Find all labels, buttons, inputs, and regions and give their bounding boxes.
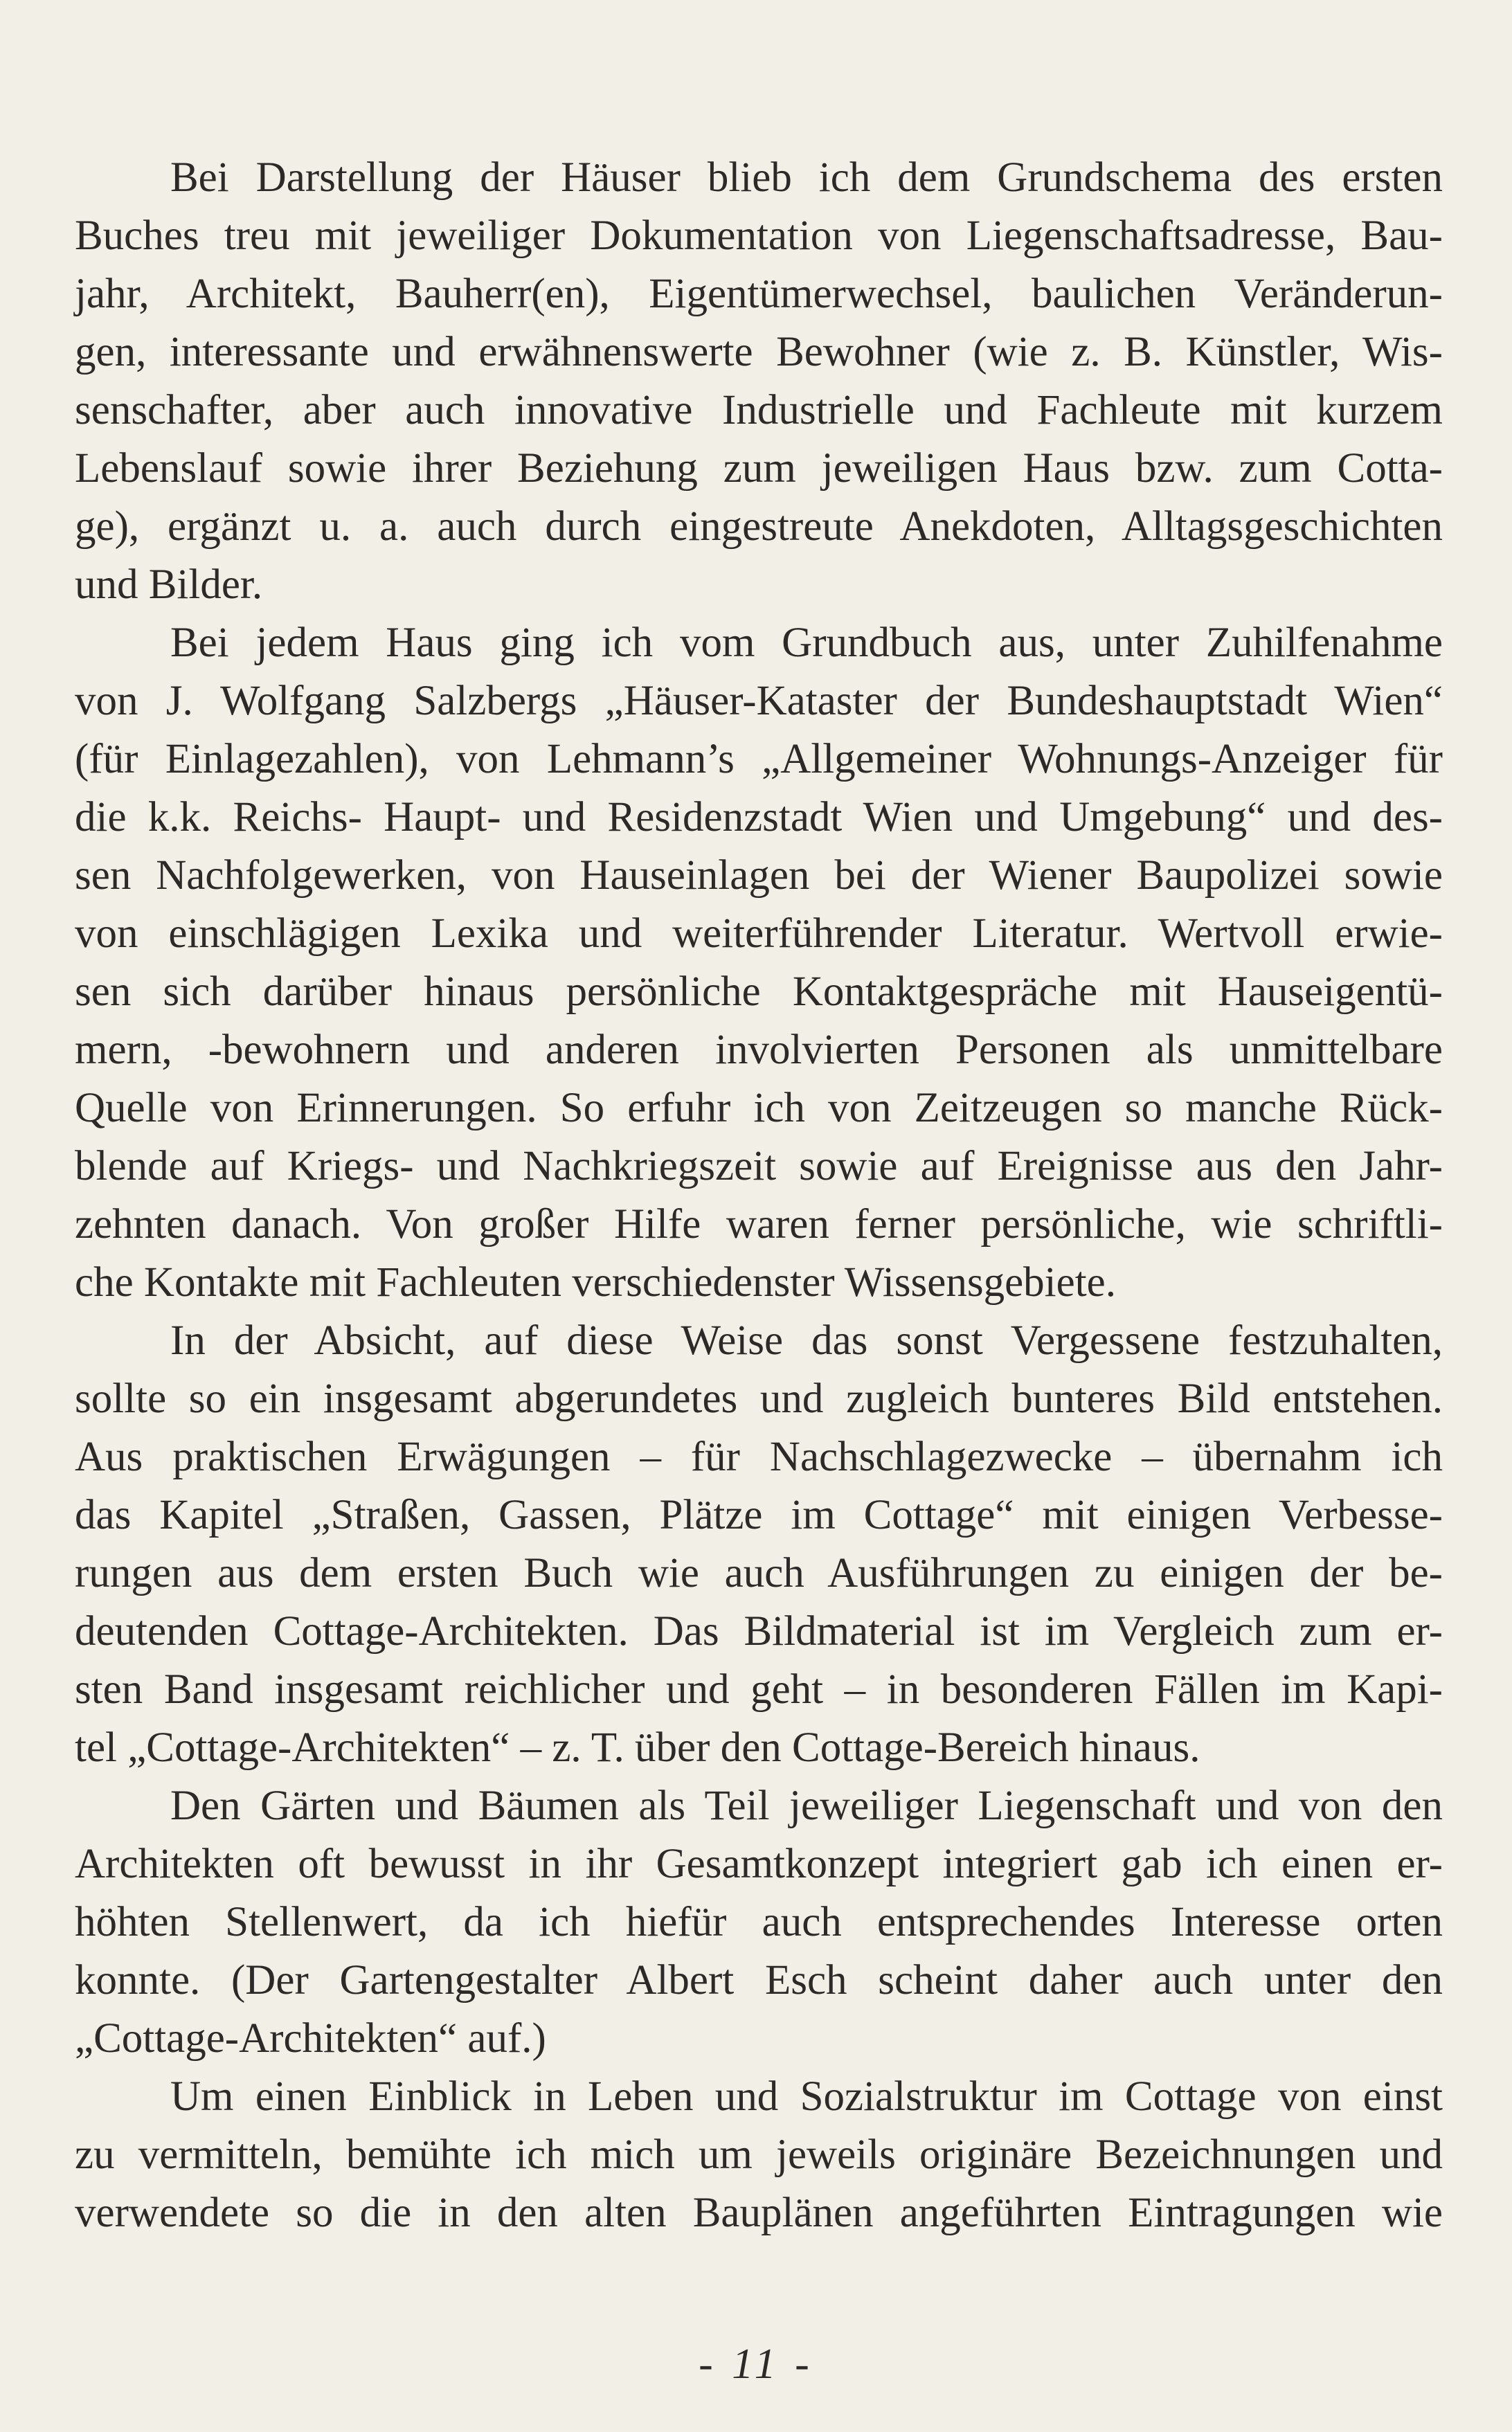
text-line: rungen aus dem ersten Buch wie auch Ausführungen zu einigen der be-: [75, 1550, 1443, 1596]
text-line: Bei Darstellung der Häuser blieb ich dem Grundschema des ersten: [170, 154, 1443, 201]
text-line: gen, interessante und erwähnenswerte Bewohner (wie z. B. Künstler, Wis-: [75, 329, 1443, 375]
text-line: von einschlägigen Lexika und weiterführender Literatur. Wertvoll erwie-: [75, 910, 1443, 957]
text-line: sen Nachfolgewerken, von Hauseinlagen bei der Wiener Baupolizei sowie: [75, 852, 1443, 899]
text-line: ge), ergänzt u. a. auch durch eingestreute Anekdoten, Alltagsgeschichten: [75, 503, 1443, 550]
paragraph-1: [75, 149, 1443, 614]
paragraph-4: [75, 1777, 1443, 2068]
text-line: höhten Stellenwert, da ich hiefür auch entsprechendes Interesse orten: [75, 1899, 1443, 1945]
text-line: „Cottage-Architekten“ auf.): [75, 2015, 546, 2062]
text-line: Architekten oft bewusst in ihr Gesamtkonzept integriert gab ich einen er-: [75, 1841, 1443, 1887]
text-line: jahr, Architekt, Bauherr(en), Eigentümerwechsel, baulichen Veränderun-: [75, 271, 1443, 317]
text-line: zu vermitteln, bemühte ich mich um jeweils originäre Bezeichnungen und: [75, 2132, 1443, 2178]
text-line: Aus praktischen Erwägungen – für Nachschlagezwecke – übernahm ich: [75, 1434, 1443, 1480]
text-line: sten Band insgesamt reichlicher und geht – in besonderen Fällen im Kapi-: [75, 1666, 1443, 1713]
paragraph-3: [75, 1312, 1443, 1777]
text-line: Buches treu mit jeweiliger Dokumentation von Liegenschaftsadresse, Bau-: [75, 213, 1443, 259]
text-line: In der Absicht, auf diese Weise das sonst Vergessene festzuhalten,: [170, 1317, 1443, 1364]
text-line: von J. Wolfgang Salzbergs „Häuser-Kataster der Bundeshauptstadt Wien“: [75, 678, 1443, 724]
text-line: mern, -bewohnern und anderen involvierten Personen als unmittelbare: [75, 1027, 1443, 1073]
text-line: sollte so ein insgesamt abgerundetes und zugleich bunteres Bild entstehen.: [75, 1376, 1443, 1422]
text-line: Lebenslauf sowie ihrer Beziehung zum jeweiligen Haus bzw. zum Cotta-: [75, 445, 1443, 492]
text-line: die k.k. Reichs- Haupt- und Residenzstadt Wien und Umgebung“ und des-: [75, 794, 1443, 840]
text-line: senschafter, aber auch innovative Industrielle und Fachleute mit kurzem: [75, 387, 1443, 433]
text-line: che Kontakte mit Fachleuten verschiedenster Wissensgebiete.: [75, 1259, 1116, 1306]
text-line: verwendete so die in den alten Bauplänen angeführten Eintragungen wie: [75, 2190, 1443, 2236]
text-line: tel „Cottage-Architekten“ – z. T. über den Cottage-Bereich hinaus.: [75, 1724, 1200, 1771]
body-text: [75, 149, 1443, 2242]
text-line: Bei jedem Haus ging ich vom Grundbuch aus, unter Zuhilfenahme: [170, 620, 1443, 666]
text-line: Den Gärten und Bäumen als Teil jeweiliger Liegenschaft und von den: [170, 1783, 1443, 1829]
text-line: zehnten danach. Von großer Hilfe waren ferner persönliche, wie schriftli-: [75, 1201, 1443, 1247]
text-line: Quelle von Erinnerungen. So erfuhr ich von Zeitzeugen so manche Rück-: [75, 1085, 1443, 1131]
text-line: (für Einlagezahlen), von Lehmann’s „Allgemeiner Wohnungs-Anzeiger für: [75, 736, 1443, 782]
text-line: und Bilder.: [75, 561, 263, 608]
text-line: das Kapitel „Straßen, Gassen, Plätze im Cottage“ mit einigen Verbesse-: [75, 1492, 1443, 1538]
text-line: blende auf Kriegs- und Nachkriegszeit sowie auf Ereignisse aus den Jahr-: [75, 1143, 1443, 1189]
text-line: sen sich darüber hinaus persönliche Kontaktgespräche mit Hauseigentü-: [75, 969, 1443, 1015]
text-line: deutenden Cottage-Architekten. Das Bildmaterial ist im Vergleich zum er-: [75, 1608, 1443, 1655]
text-line: konnte. (Der Gartengestalter Albert Esch scheint daher auch unter den: [75, 1957, 1443, 2003]
page-number: - 11 -: [699, 2341, 813, 2388]
text-line: Um einen Einblick in Leben und Sozialstruktur im Cottage von einst: [170, 2073, 1443, 2120]
paragraph-5: [75, 2068, 1443, 2242]
paragraph-2: [75, 614, 1443, 1312]
